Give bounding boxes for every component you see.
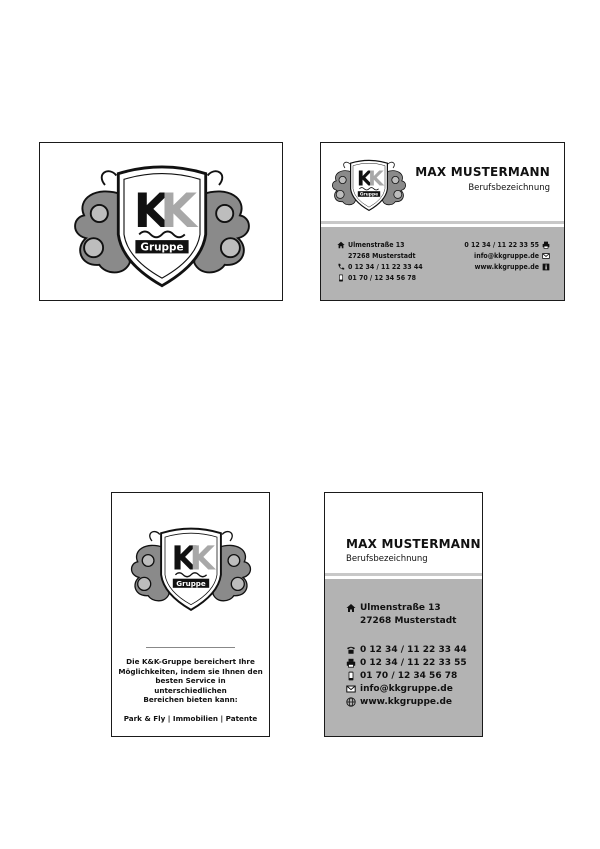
mobile-row	[337, 274, 416, 282]
tagline	[118, 657, 263, 705]
kk-gruppe-logo	[126, 519, 256, 615]
job-title: Berufsbezeichnung	[346, 554, 428, 564]
name-last: MUSTERMANN	[381, 537, 481, 551]
phone-row	[346, 645, 467, 655]
contact-panel	[325, 579, 482, 736]
contact-panel	[321, 227, 564, 300]
phone-icon	[337, 263, 345, 271]
email-address: info@kkgruppe.de	[474, 252, 539, 260]
phone-number: 0 12 34 / 11 22 33 44	[360, 645, 467, 655]
divider-stripe	[325, 573, 482, 576]
web-row	[475, 263, 550, 271]
email-address: info@kkgruppe.de	[360, 684, 453, 694]
mobile-number: 01 70 / 12 34 56 78	[348, 274, 417, 282]
contact-name	[415, 165, 550, 179]
business-card-front-horizontal	[39, 142, 283, 301]
fax-icon	[346, 658, 356, 668]
web-address: www.kkgruppe.de	[474, 263, 539, 271]
fax-number: 0 12 34 / 11 22 33 55	[464, 241, 539, 249]
fax-row	[464, 241, 550, 249]
job-title: Berufsbezeichnung	[468, 183, 550, 193]
tagline-line-2: Möglichkeiten, indem sie Ihnen den	[118, 666, 263, 676]
tagline-line-3: besten Service in unterschiedlichen	[154, 676, 227, 695]
business-card-back-vertical	[324, 492, 483, 737]
tagline-line-1: Die K&K-Gruppe bereichert Ihre	[126, 657, 255, 666]
email-row	[474, 252, 550, 260]
business-card-back-horizontal	[320, 142, 565, 301]
business-card-front-vertical	[111, 492, 270, 737]
mobile-row	[346, 671, 457, 681]
services-list: Park & Fly | Immobilien | Patente	[123, 714, 258, 723]
address-city: 27268 Musterstadt	[360, 616, 457, 626]
fax-row	[346, 658, 467, 668]
kk-gruppe-logo	[67, 153, 257, 293]
info-icon	[542, 263, 550, 271]
tagline-line-4: Bereichen bieten kann:	[143, 695, 238, 704]
email-row	[346, 684, 453, 694]
tagline-divider	[146, 647, 235, 648]
fax-number: 0 12 34 / 11 22 33 55	[360, 658, 467, 668]
mobile-icon	[346, 671, 356, 681]
globe-icon	[346, 697, 356, 707]
name-last: MUSTERMANN	[450, 165, 550, 179]
phone-number: 0 12 34 / 11 22 33 44	[348, 263, 423, 271]
phone-icon	[346, 645, 356, 655]
address-street-row	[346, 603, 441, 613]
name-first: MAX	[415, 165, 447, 179]
web-row	[346, 697, 452, 707]
address-street: Ulmenstraße 13	[348, 241, 405, 249]
fax-icon	[542, 241, 550, 249]
address-street-row	[337, 241, 404, 249]
mobile-icon	[337, 274, 345, 282]
divider-stripe	[321, 221, 564, 224]
home-icon	[337, 241, 345, 249]
address-street: Ulmenstraße 13	[360, 603, 441, 613]
name-first: MAX	[346, 537, 378, 551]
mobile-number: 01 70 / 12 34 56 78	[360, 671, 458, 681]
home-icon	[346, 603, 356, 613]
address-city: 27268 Musterstadt	[348, 252, 416, 260]
web-address: www.kkgruppe.de	[360, 697, 452, 707]
envelope-icon	[542, 252, 550, 260]
contact-name	[346, 537, 481, 551]
envelope-icon	[346, 684, 356, 694]
kk-gruppe-logo	[329, 155, 409, 213]
phone-row	[337, 263, 423, 271]
